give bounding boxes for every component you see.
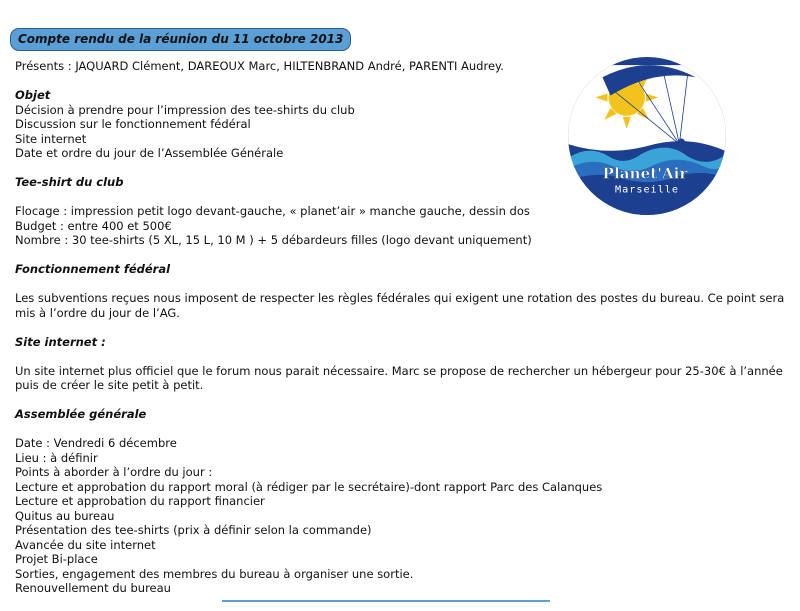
ag-location: Lieu : à définir [15,450,98,465]
ag-point: Présentation des tee-shirts (prix à définir selon la commande) [15,523,372,537]
ag-point: Lecture et approbation du rapport moral (à rédiger par le secrétaire)-dont rapport Parc des Calanques [15,479,603,494]
section-heading-site: Site internet : [15,334,106,349]
objet-item: Discussion sur le fonctionnement fédéral [15,117,251,131]
ag-points-intro: Points à aborder à l’ordre du jour : [15,465,213,479]
teeshirt-count: Nombre : 30 tee-shirts (5 XL, 15 L, 10 M ) + 5 débardeurs filles (logo devant uniquement) [15,233,532,247]
teeshirt-flocage: Flocage : impression petit logo devant-gauche, « planet’air » manche gauche, dessin dos [15,204,530,218]
report-body [15,59,785,596]
ag-point: Sorties, engagement des membres du bureau à organiser une sortie. [15,566,414,581]
logo-brand: Planet'Air [602,164,688,183]
objet-item: Date et ordre du jour de l’Assemblée Générale [15,146,284,160]
ag-date: Date : Vendredi 6 décembre [15,436,177,450]
federal-text: Les subventions reçues nous imposent de respecter les règles fédérales qui exigent une rotation des postes du bureau. Ce point sera mis à l’ordre du jour de l’AG. [15,291,785,320]
attendees: Présents : JAQUARD Clément, DAREOUX Marc, HILTENBRAND André, PARENTI Audrey. [15,59,504,73]
report-title: Compte rendu de la réunion du 11 octobre 2013 [10,28,351,51]
ag-point: Renouvellement du bureau [15,581,171,595]
logo-city: Marseille [615,184,679,196]
section-heading-federal: Fonctionnement fédéral [15,262,171,276]
ag-point: Avancée du site internet [15,537,156,552]
bottom-divider [222,600,550,602]
ag-point: Quitus au bureau [15,508,115,523]
ag-point: Lecture et approbation du rapport financier [15,494,265,508]
site-text: Un site internet plus officiel que le forum nous parait nécessaire. Marc se propose de rechercher un hébergeur pour 25-30€ à l’année puis de créer le site petit à petit. [15,363,783,392]
section-heading-ag: Assemblée générale [15,407,147,421]
section-heading-objet: Objet [15,88,51,102]
teeshirt-budget: Budget : entre 400 et 500€ [15,218,172,233]
section-heading-teeshirt: Tee-shirt du club [15,175,124,189]
ag-point: Projet Bi-place [15,552,98,566]
objet-item: Décision à prendre pour l’impression des tee-shirts du club [15,102,355,117]
objet-item: Site internet [15,131,87,146]
